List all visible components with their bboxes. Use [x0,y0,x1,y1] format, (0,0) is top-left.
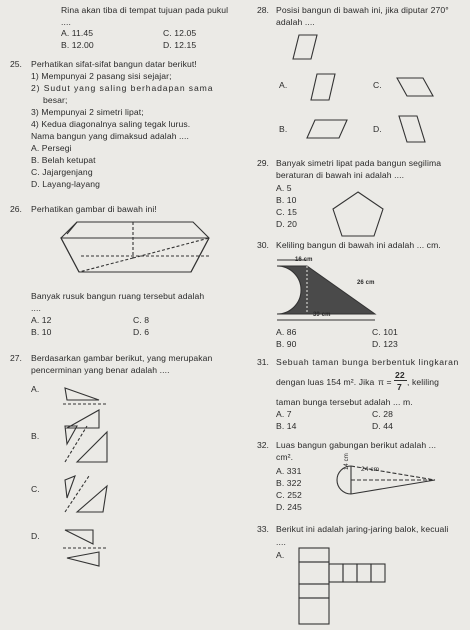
q27-option-d-label[interactable]: D. [31,531,40,541]
q28-option-a-label[interactable]: A. [279,80,288,90]
q24-option-a[interactable]: A. 11.45 [61,28,94,38]
q27-number: 27. [10,353,22,363]
q27-option-b-label[interactable]: B. [31,431,40,441]
q28-option-d-figure[interactable] [397,114,427,144]
q31-option-a[interactable]: A. 7 [276,409,292,419]
q28-option-b-label[interactable]: B. [279,124,288,134]
q33-blank: .... [276,537,286,547]
q33-option-a-label[interactable]: A. [276,550,285,560]
q24-stem: Rina akan tiba di tempat tujuan pada pukul [61,5,229,15]
q29-stem-line1: Banyak simetri lipat pada bangun segilima [276,158,442,168]
q29-option-c[interactable]: C. 15 [276,207,298,217]
q26-blank: .... [31,303,41,313]
q27-option-c-label[interactable]: C. [31,484,40,494]
q31-option-b[interactable]: B. 14 [276,421,297,431]
q30-dim-right: 26 cm [357,280,375,286]
q29-option-b[interactable]: B. 10 [276,195,297,205]
q28-original-parallelogram [291,33,319,61]
q26-option-a[interactable]: A. 12 [31,315,52,325]
q31-stem-line1: Sebuah taman bunga berbentuk lingkaran [276,357,459,367]
q31-pi-label: π = [378,377,392,387]
q32-dim-length: 24 cm [361,466,380,473]
q32-option-c[interactable]: C. 252 [276,490,302,500]
q30-dim-bottom: 39 cm [313,312,331,318]
q24-blank: .... [61,17,71,27]
q25-number: 25. [10,59,22,69]
q26-option-c[interactable]: C. 8 [133,315,150,325]
q31-stem-line2b: , keliling [407,377,440,387]
q24-option-c[interactable]: C. 12.05 [163,28,197,38]
q32-number: 32. [257,440,269,450]
q27-option-c-figure[interactable] [63,474,111,516]
q29-stem-line2: beraturan di bawah ini adalah .... [276,170,405,180]
q28-option-c-label[interactable]: C. [373,80,382,90]
q28-number: 28. [257,5,269,15]
q31-stem-line3: taman bunga tersebut adalah ... m. [276,397,413,407]
regular-pentagon-figure [331,191,385,237]
q25-property-4: 4) Kedua diagonalnya saling tegak lurus. [31,119,191,129]
q28-stem-line2: adalah .... [276,17,315,27]
q31-option-d[interactable]: D. 44 [372,421,394,431]
q29-option-a[interactable]: A. 5 [276,183,292,193]
q28-option-a-figure[interactable] [307,72,337,102]
q27-option-d-figure[interactable] [63,526,111,568]
q33-stem: Berikut ini adalah jaring-jaring balok, kecuali [276,524,449,534]
q29-number: 29. [257,158,269,168]
q24-option-d[interactable]: D. 12.15 [163,40,197,50]
q25-option-d[interactable]: D. Layang-layang [31,179,100,189]
q25-option-a[interactable]: A. Persegi [31,143,72,153]
q32-dim-radius: 14 cm [344,453,350,470]
q30-option-a[interactable]: A. 86 [276,327,297,337]
q28-option-c-figure[interactable] [395,76,435,98]
q25-question: Nama bangun yang dimaksud adalah .... [31,131,190,141]
q27-stem-line2: pencerminan yang benar adalah .... [31,365,170,375]
q32-option-d[interactable]: D. 245 [276,502,302,512]
q30-option-c[interactable]: C. 101 [372,327,398,337]
q30-option-b[interactable]: B. 90 [276,339,297,349]
q27-option-a-label[interactable]: A. [31,384,40,394]
q31-fraction-bar [394,380,407,381]
q30-stem: Keliling bangun di bawah ini adalah ... cm. [276,240,441,250]
q31-number: 31. [257,357,269,367]
q25-property-2b: besar; [43,95,68,105]
q25-option-c[interactable]: C. Jajargenjang [31,167,93,177]
q27-option-b-figure[interactable] [63,422,111,464]
q25-property-3: 3) Mempunyai 2 simetri lipat; [31,107,144,117]
q26-option-d[interactable]: D. 6 [133,327,150,337]
q28-stem-line1: Posisi bangun di bawah ini, jika diputar 270° [276,5,449,15]
q25-stem: Perhatikan sifat-sifat bangun datar berikut! [31,59,197,69]
q27-stem-line1: Berdasarkan gambar berikut, yang merupakan [31,353,213,363]
q33-number: 33. [257,524,269,534]
q24-option-b[interactable]: B. 12.00 [61,40,94,50]
q33-option-a-net-figure[interactable] [293,547,393,627]
q26-stem: Perhatikan gambar di bawah ini! [31,204,157,214]
q25-option-b[interactable]: B. Belah ketupat [31,155,96,165]
q28-option-d-label[interactable]: D. [373,124,382,134]
q25-property-1: 1) Mempunyai 2 pasang sisi sejajar; [31,71,172,81]
q25-property-2a: 2) Sudut yang saling berhadapan sama [31,83,214,93]
q26-option-b[interactable]: B. 10 [31,327,52,337]
q30-number: 30. [257,240,269,250]
q31-fraction-numerator: 22 [395,370,405,380]
q31-option-c[interactable]: C. 28 [372,409,394,419]
q30-option-d[interactable]: D. 123 [372,339,398,349]
q31-stem-line2a: dengan luas 154 m². Jika [276,377,375,387]
q30-dim-top: 16 cm [295,257,313,263]
trapezoid-prism-figure [61,222,211,274]
q32-option-b[interactable]: B. 322 [276,478,302,488]
q26-number: 26. [10,204,22,214]
q26-question: Banyak rusuk bangun ruang tersebut adalah [31,291,205,301]
q30-composite-figure [277,256,397,326]
q31-fraction-denominator: 7 [397,382,402,392]
q32-stem-line2: cm². [276,452,294,462]
q32-option-a[interactable]: A. 331 [276,466,302,476]
q32-stem-line1: Luas bangun gabungan berikut adalah ... [276,440,437,450]
q28-option-b-figure[interactable] [305,118,349,140]
q29-option-d[interactable]: D. 20 [276,219,298,229]
